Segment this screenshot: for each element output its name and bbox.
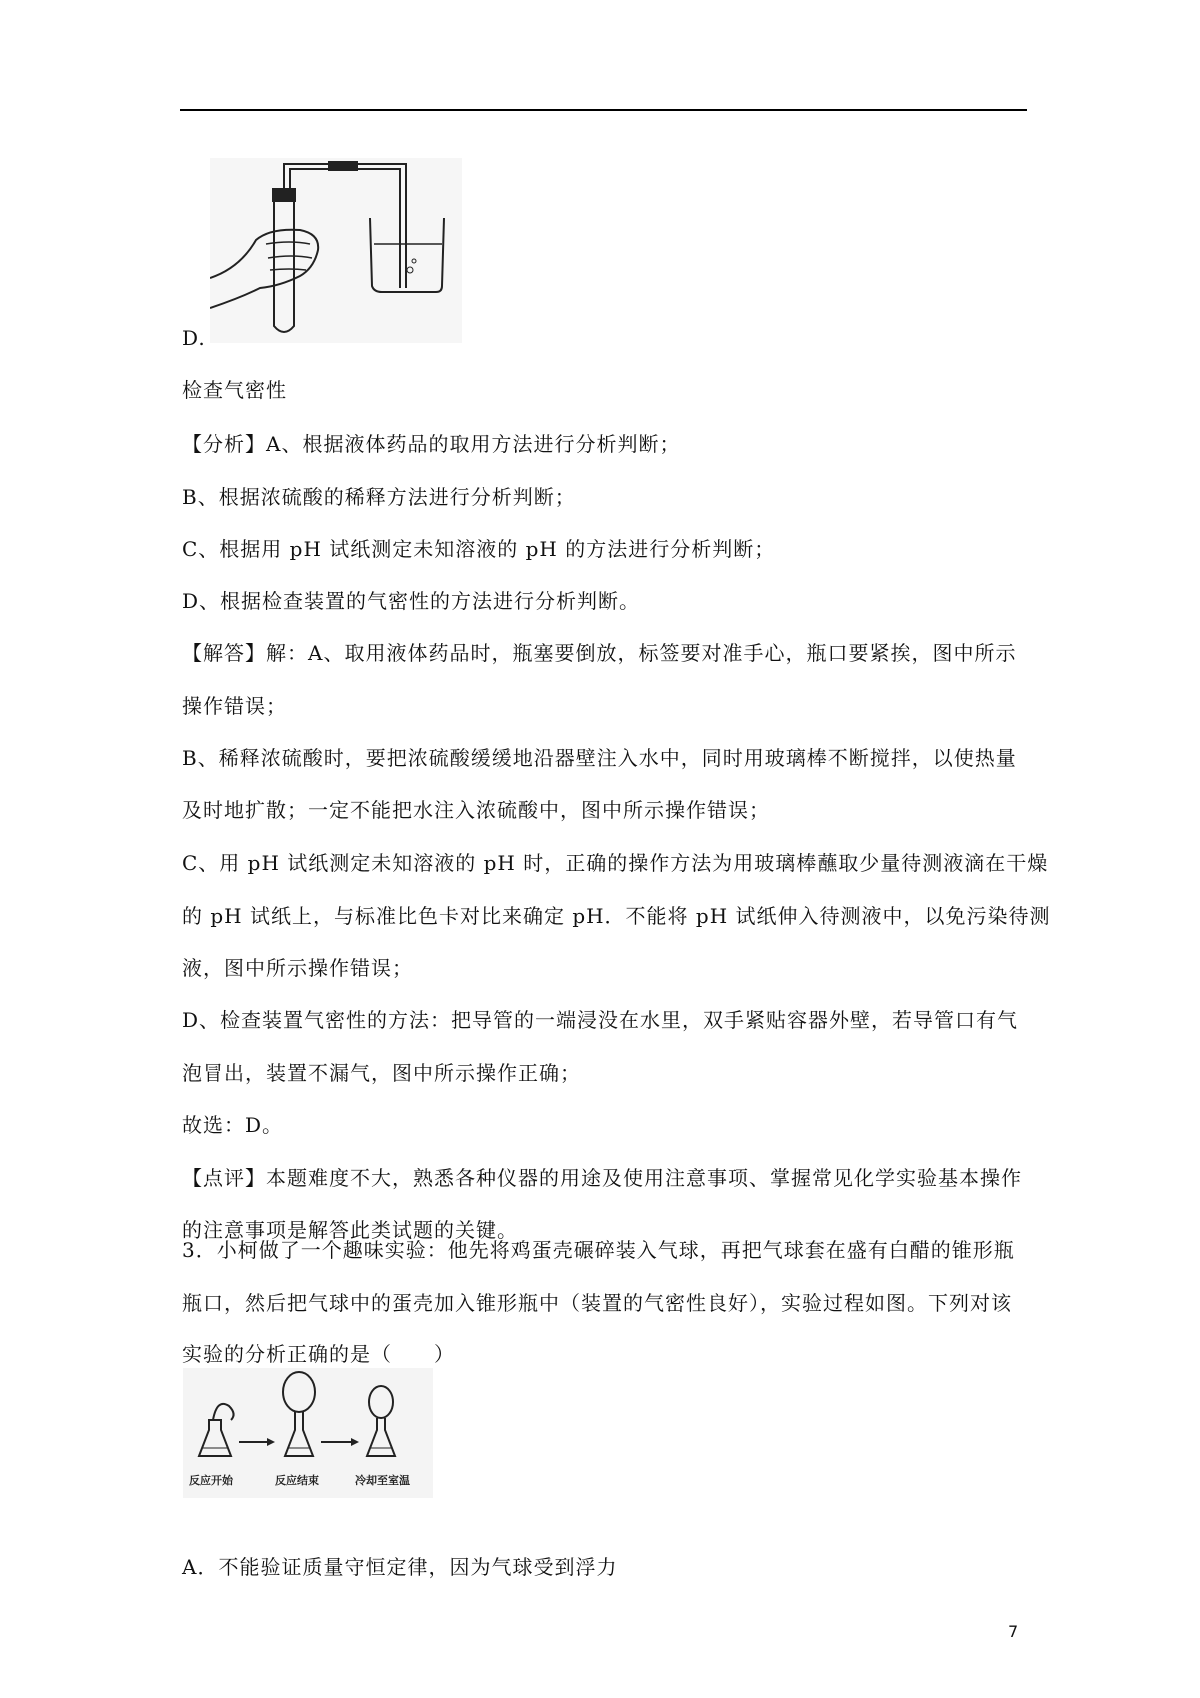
text-line: 的注意事项是解答此类试题的关键。	[182, 1218, 518, 1242]
question3-line: 瓶口，然后把气球中的蛋壳加入锥形瓶中（装置的气密性良好），实验过程如图。下列对该	[182, 1291, 1012, 1315]
balloon-experiment-figure	[183, 1368, 433, 1498]
text-line: 故选：D。	[182, 1113, 284, 1137]
text-line: 液，图中所示操作错误；	[182, 956, 413, 980]
text-line: 【分析】A、根据液体药品的取用方法进行分析判断；	[182, 432, 681, 456]
text-line: 的 pH 试纸上，与标准比色卡对比来确定 pH．不能将 pH 试纸伸入待测液中，以免污染待测	[182, 904, 1051, 928]
text-line: C、用 pH 试纸测定未知溶液的 pH 时，正确的操作方法为用玻璃棒蘸取少量待测液滴在干燥	[182, 851, 1049, 875]
text-line: 【点评】本题难度不大，熟悉各种仪器的用途及使用注意事项、掌握常见化学实验基本操作	[182, 1166, 1022, 1190]
question3-line: 实验的分析正确的是（ ）	[182, 1342, 455, 1366]
option-a: A．不能验证质量守恒定律，因为气球受到浮力	[182, 1555, 618, 1579]
option-d-label: D.	[182, 326, 206, 350]
caption-reaction-end: 反应结束	[275, 1474, 319, 1487]
text-line: C、根据用 pH 试纸测定未知溶液的 pH 的方法进行分析判断；	[182, 537, 776, 561]
text-line: B、稀释浓硫酸时，要把浓硫酸缓缓地沿器壁注入水中，同时用玻璃棒不断搅拌，以使热量	[182, 746, 1017, 770]
caption-cool-to-room-temp: 冷却至室温	[355, 1474, 410, 1487]
text-line: 泡冒出，装置不漏气，图中所示操作正确；	[182, 1061, 581, 1085]
header-rule	[180, 109, 1027, 111]
caption-reaction-start: 反应开始	[189, 1474, 233, 1487]
text-line: D、检查装置气密性的方法：把导管的一端浸没在水里，双手紧贴容器外壁，若导管口有气	[182, 1008, 1019, 1032]
text-line: B、根据浓硫酸的稀释方法进行分析判断；	[182, 485, 576, 509]
airtightness-check-figure	[210, 158, 462, 343]
text-line: 【解答】解：A、取用液体药品时，瓶塞要倒放，标签要对准手心，瓶口要紧挨，图中所示	[182, 641, 1017, 665]
text-line: 及时地扩散；一定不能把水注入浓硫酸中，图中所示操作错误；	[182, 798, 770, 822]
question3-line: 3．小柯做了一个趣味实验：他先将鸡蛋壳碾碎装入气球，再把气球套在盛有白醋的锥形瓶	[182, 1238, 1015, 1262]
page-number: 7	[1008, 1622, 1019, 1641]
text-line: D、根据检查装置的气密性的方法进行分析判断。	[182, 589, 641, 613]
text-line: 操作错误；	[182, 694, 287, 718]
text-line: 检查气密性	[182, 378, 287, 402]
